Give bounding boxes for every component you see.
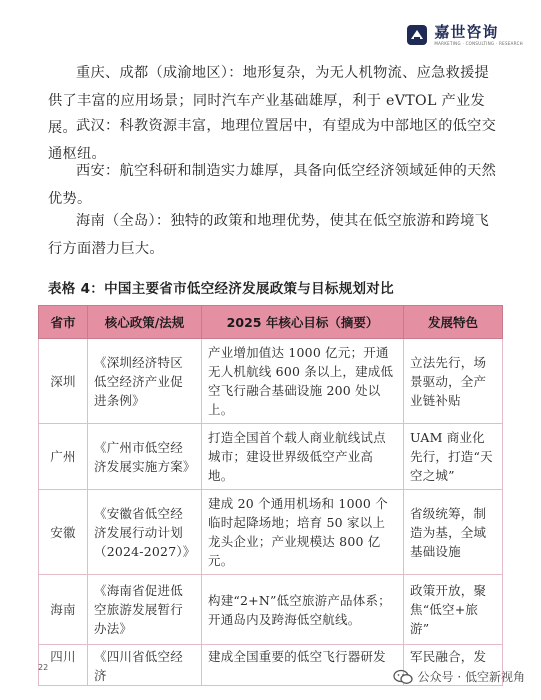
- wechat-watermark: [393, 668, 525, 685]
- cell-feature: 军民融合，发: [404, 645, 503, 686]
- logo-subtitle: MARKETING · CONSULTING · RESEARCH: [434, 40, 523, 46]
- cell-target: 建成 20 个通用机场和 1000 个临时起降场地；培育 50 家以上龙头企业；产业规模达 800 亿元。: [202, 490, 404, 575]
- cell-target: 构建“2+N”低空旅游产品体系；开通岛内及跨海低空航线。: [202, 575, 404, 645]
- cell-province: 广州: [39, 424, 88, 490]
- paragraph-xian: 西安：航空科研和制造实力雄厚，具备向低空经济领域延伸的天然优势。: [48, 163, 497, 207]
- cell-policy: 《深圳经济特区低空经济产业促进条例》: [88, 339, 202, 424]
- page-number: 22: [38, 663, 49, 672]
- header-target: 2025 年核心目标（摘要）: [202, 306, 404, 339]
- table-row: [39, 339, 503, 424]
- table-row: [39, 424, 503, 490]
- cell-policy: 《广州市低空经济发展实施方案》: [88, 424, 202, 490]
- cell-policy: 《四川省低空经济: [88, 645, 202, 686]
- page-header: [0, 0, 541, 50]
- cell-province: 安徽: [39, 490, 88, 575]
- company-logo: [406, 24, 523, 46]
- cell-feature: 省级统筹，制造为基，全域基础设施: [404, 490, 503, 575]
- cell-target: 产业增加值达 1000 亿元；开通无人机航线 600 条以上，建成低空飞行融合基础设施 200 处以上。: [202, 339, 404, 424]
- cell-feature: UAM 商业化先行，打造“天空之城”: [404, 424, 503, 490]
- table-title: 表格 4：中国主要省市低空经济发展政策与目标规划对比: [48, 281, 394, 297]
- paragraph-wuhan: 武汉：科教资源丰富，地理位置居中，有望成为中部地区的低空交通枢纽。: [48, 118, 497, 162]
- cell-policy: 《海南省促进低空旅游发展暂行办法》: [88, 575, 202, 645]
- watermark-text: 公众号 · 低空新视角: [417, 670, 525, 684]
- cell-province: 深圳: [39, 339, 88, 424]
- paragraph-chongqing-chengdu: 重庆、成都（成渝地区）：地形复杂，为无人机物流、应急救援提供了丰富的应用场景；同时汽车产业基础雄厚，利于 eVTOL 产业发展。: [48, 65, 490, 136]
- cell-feature: 政策开放，聚焦“低空+旅游”: [404, 575, 503, 645]
- header-policy: 核心政策/法规: [88, 306, 202, 339]
- cell-target: 打造全国首个载人商业航线试点城市；建设世界级低空产业高地。: [202, 424, 404, 490]
- paragraph-hainan: 海南（全岛）：独特的政策和地理优势，使其在低空旅游和跨境飞行方面潜力巨大。: [48, 213, 490, 257]
- cell-province: 四川: [39, 645, 88, 686]
- cell-target: 建成全国重要的低空飞行器研发: [202, 645, 404, 686]
- header-province: 省市: [39, 306, 88, 339]
- header-feature: 发展特色: [404, 306, 503, 339]
- table-row: [39, 575, 503, 645]
- wechat-icon: [393, 669, 413, 685]
- table-header-row: [39, 306, 503, 339]
- cell-feature: 立法先行，场景驱动，全产业链补贴: [404, 339, 503, 424]
- cell-policy: 《安徽省低空经济发展行动计划（2024-2027）》: [88, 490, 202, 575]
- policy-comparison-table: [38, 305, 503, 686]
- logo-name: 嘉世咨询: [434, 22, 499, 41]
- table-row: [39, 490, 503, 575]
- cell-province: 海南: [39, 575, 88, 645]
- logo-mark-icon: [406, 24, 428, 46]
